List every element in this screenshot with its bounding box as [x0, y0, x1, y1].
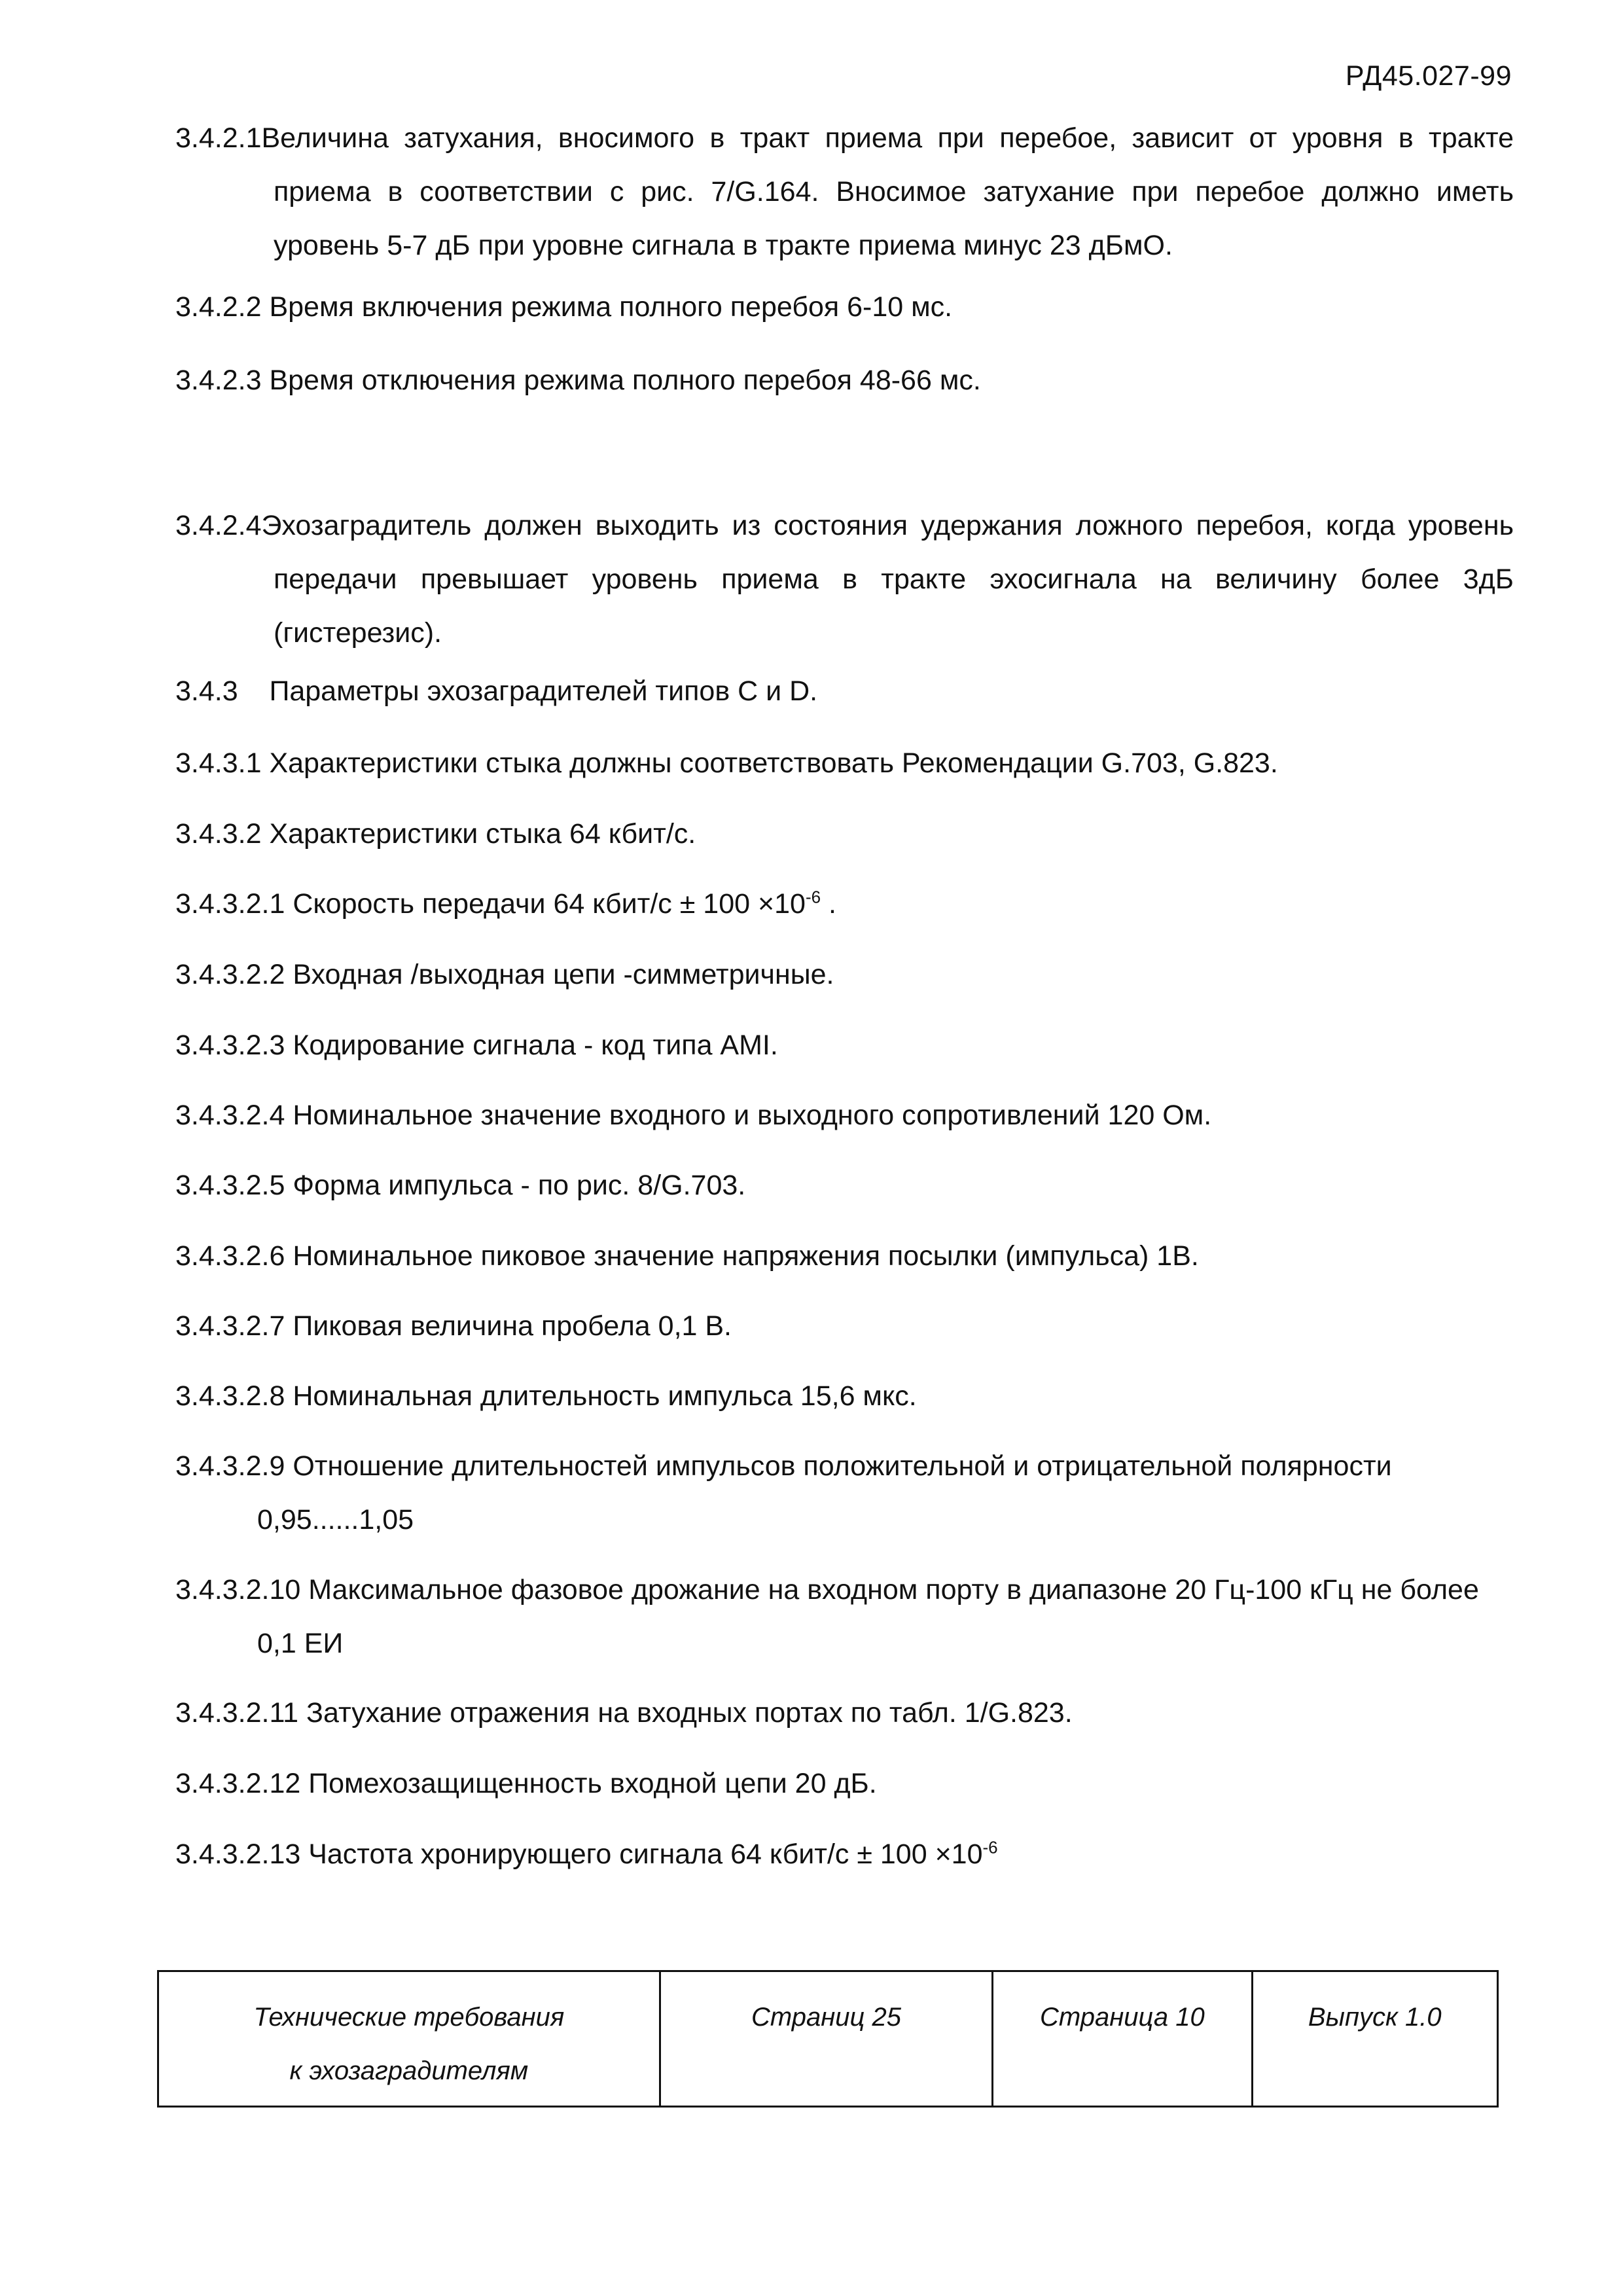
- clause-text: Номинальное значение входного и выходного сопротивлений 120 Ом.: [293, 1100, 1212, 1131]
- document-number: РД45.027-99: [1345, 60, 1512, 92]
- clause-text: Форма импульса - по рис. 8/G.703.: [293, 1170, 746, 1201]
- issue-cell: Выпуск 1.0: [1252, 1971, 1498, 2107]
- clause-text: Характеристики стыка должны соответствовать Рекомендации G.703, G.823.: [269, 747, 1278, 779]
- document-title-line1: Технические требования: [253, 2003, 565, 2032]
- clause-number: 3.4.2.2: [175, 291, 262, 323]
- pages-total-cell: Страниц 25: [660, 1971, 993, 2107]
- clause-3-4-3-2-10: [175, 1563, 1514, 1670]
- clause-3-4-2-2: [175, 280, 1514, 334]
- clause-number: 3.4.2.1: [175, 122, 262, 154]
- clause-number: 3.4.3.2.9: [175, 1450, 285, 1482]
- clause-text: Затухание отражения на входных портах по табл. 1/G.823.: [306, 1697, 1073, 1729]
- clause-text: Номинальная длительность импульса 15,6 мкс.: [293, 1380, 917, 1412]
- clause-3-4-3-2-8: [175, 1369, 1514, 1423]
- clause-3-4-3-2-3: [175, 1018, 1514, 1072]
- clause-text: Входная /выходная цепи -симметричные.: [293, 959, 834, 990]
- title-block-row: [158, 1971, 1498, 2107]
- clause-text: Эхозаградитель должен выходить из состояния удержания ложного перебоя, когда уровень передачи превышает уровень приема в тракте эхосигнала на величину более 3дБ (гистерезис).: [261, 510, 1514, 649]
- clause-text: Скорость передачи 64 кбит/с ± 100 ×10: [293, 888, 806, 920]
- clause-3-4-3: [175, 664, 1514, 718]
- clause-3-4-3-2-12: [175, 1757, 1514, 1810]
- clause-number: 3.4.3.2.8: [175, 1380, 285, 1412]
- clause-text: Пиковая величина пробела 0,1 В.: [293, 1310, 732, 1342]
- clause-tail: .: [821, 888, 836, 920]
- clause-3-4-3-2-4: [175, 1088, 1514, 1142]
- clause-number: 3.4.3: [175, 675, 238, 707]
- clause-text: Отношение длительностей импульсов положительной и отрицательной полярности 0,95......1,05: [257, 1450, 1392, 1535]
- clause-number: 3.4.3.2.5: [175, 1170, 285, 1201]
- clause-3-4-3-2-6: [175, 1229, 1514, 1283]
- clause-text: Время включения режима полного перебоя 6-10 мс.: [269, 291, 953, 323]
- clause-3-4-2-4: [175, 499, 1514, 660]
- clause-number: 3.4.3.2.3: [175, 1030, 285, 1061]
- clause-number: 3.4.3.2.1: [175, 888, 285, 920]
- clause-3-4-3-2-2: [175, 948, 1514, 1001]
- clause-text: Величина затухания, вносимого в тракт приема при перебое, зависит от уровня в тракте приема в соответствии с рис. 7/G.164. Вносимое затухание при перебое должно иметь уровень 5-7 дБ при уровне сигнала в тракте приема минус 23 дБмО.: [261, 122, 1514, 261]
- clause-3-4-3-2-1: [175, 877, 1514, 931]
- page-number-cell: Страница 10: [993, 1971, 1252, 2107]
- clause-3-4-2-3: [175, 353, 1514, 407]
- clause-text: Время отключения режима полного перебоя 48-66 мс.: [269, 365, 981, 396]
- clause-text: Частота хронирующего сигнала 64 кбит/с ± 100 ×10: [308, 1839, 983, 1870]
- clause-3-4-3-2-9: [175, 1439, 1514, 1547]
- clause-number: 3.4.3.2.4: [175, 1100, 285, 1131]
- clause-number: 3.4.3.2.2: [175, 959, 285, 990]
- clause-text: Кодирование сигнала - код типа AMI.: [293, 1030, 778, 1061]
- document-title-line2: к эхозаградителям: [289, 2056, 529, 2085]
- clause-3-4-3-2-7: [175, 1299, 1514, 1353]
- clause-text: Характеристики стыка 64 кбит/с.: [269, 818, 696, 850]
- clause-3-4-3-2-11: [175, 1686, 1514, 1740]
- clause-text: Помехозащищенность входной цепи 20 дБ.: [308, 1768, 877, 1799]
- clause-number: 3.4.3.2.7: [175, 1310, 285, 1342]
- exponent: -6: [805, 887, 821, 907]
- clause-3-4-3-2-5: [175, 1158, 1514, 1212]
- clause-number: 3.4.3.2: [175, 818, 262, 850]
- clause-text: Номинальное пиковое значение напряжения посылки (импульса) 1В.: [293, 1240, 1199, 1272]
- clause-number: 3.4.2.4: [175, 510, 262, 541]
- clause-number: 3.4.3.2.12: [175, 1768, 301, 1799]
- title-block-table: [157, 1970, 1499, 2108]
- document-title-cell: [158, 1971, 660, 2107]
- clause-number: 3.4.3.2.13: [175, 1839, 301, 1870]
- clause-number: 3.4.3.2.11: [175, 1697, 299, 1729]
- clause-text: Максимальное фазовое дрожание на входном порту в диапазоне 20 Гц-100 кГц не более 0,1 ЕИ: [257, 1574, 1479, 1659]
- clause-3-4-3-2-13: [175, 1827, 1514, 1881]
- clause-3-4-3-1: [175, 736, 1514, 790]
- clause-number: 3.4.3.2.10: [175, 1574, 301, 1605]
- clause-text: Параметры эхозаградителей типов С и D.: [269, 675, 818, 707]
- clause-3-4-3-2: [175, 807, 1514, 861]
- clause-number: 3.4.2.3: [175, 365, 262, 396]
- clause-3-4-2-1: [175, 111, 1514, 272]
- clause-number: 3.4.3.1: [175, 747, 262, 779]
- exponent: -6: [982, 1837, 998, 1857]
- clause-number: 3.4.3.2.6: [175, 1240, 285, 1272]
